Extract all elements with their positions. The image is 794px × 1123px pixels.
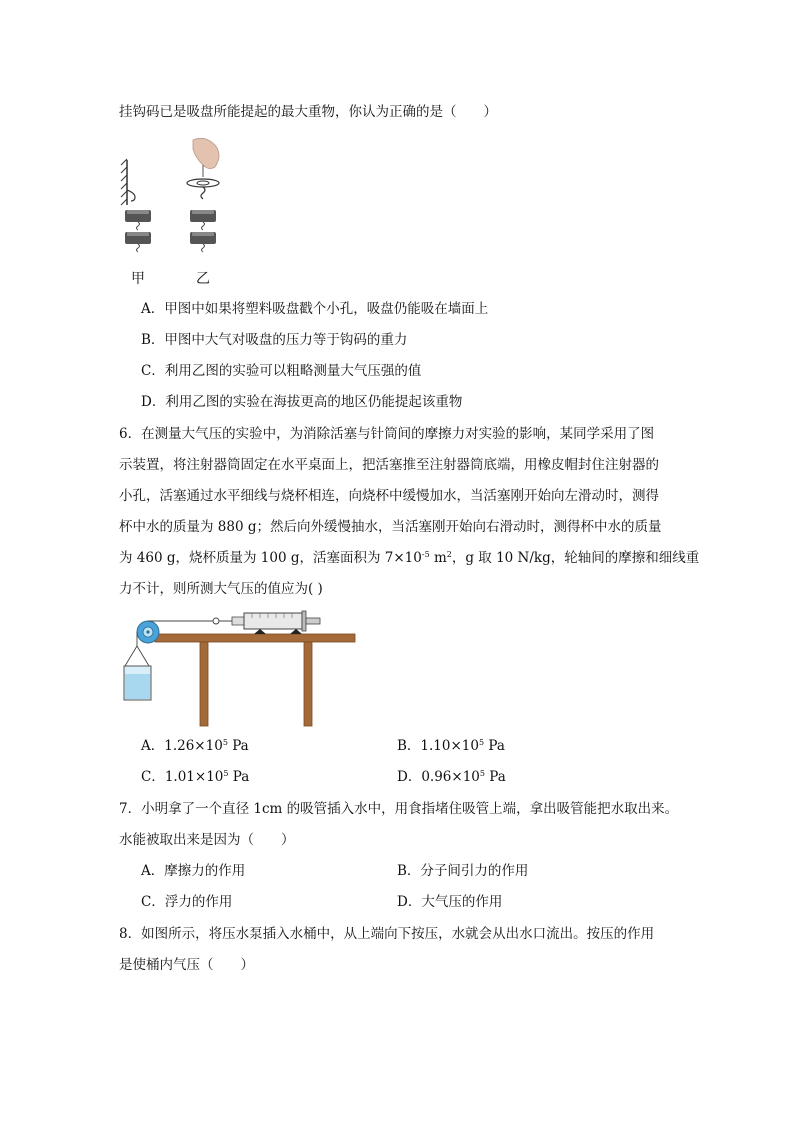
q5-option-c: C．利用乙图的实验可以粗略测量大气压强的值 <box>141 363 422 379</box>
q7-option-d: D．大气压的作用 <box>397 894 503 910</box>
table-leg-right <box>304 642 312 726</box>
q6-option-a-post: Pa <box>227 738 249 754</box>
q6-line-3: 小孔，活塞通过水平细线与烧杯相连，向烧杯中缓慢加水，当活塞刚开始向左滑动时，测得 <box>119 488 659 504</box>
q7-option-b: B．分子间引力的作用 <box>397 863 529 879</box>
q6-line-5-pre: 为 460 g，烧杯质量为 100 g，活塞面积为 7×10 <box>119 550 422 566</box>
weights-yi-icon <box>190 210 216 252</box>
q5-option-d: D．利用乙图的实验在海拔更高的地区仍能提起该重物 <box>141 394 463 410</box>
q6-option-d <box>397 767 506 787</box>
q6-option-c <box>141 767 249 787</box>
fig-label-jia: 甲 <box>131 271 145 287</box>
pulley-icon <box>137 621 159 643</box>
q6-option-b-pre: B．1.10×10 <box>397 738 479 754</box>
q6-option-a-exp: 5 <box>222 738 228 747</box>
fig-label-yi: 乙 <box>196 271 210 287</box>
q6-line-4: 杯中水的质量为 880 g；然后向外缓慢抽水，当活塞刚开始向右滑动时，测得杯中水的质量 <box>119 519 662 535</box>
q8-line-1: 8．如图所示，将压水泵插入水桶中，从上端向下按压，水就会从出水口流出。按压的作用 <box>119 926 655 942</box>
q6-option-d-post: Pa <box>484 769 506 785</box>
q6-option-c-exp: 5 <box>223 769 229 778</box>
q6-line-2: 示装置，将注射器筒固定在水平桌面上，把活塞推至注射器筒底端，用橡皮帽封住注射器的 <box>119 457 659 473</box>
syringe-icon <box>213 611 320 634</box>
q6-line-5-mid: m <box>429 550 447 566</box>
q6-option-b-post: Pa <box>484 738 505 754</box>
q5-stem-tail: 挂钩码已是吸盘所能提起的最大重物，你认为正确的是（ ） <box>119 104 497 120</box>
q6-line-5-post: ，g 取 10 N/kg，轮轴间的摩擦和细线重 <box>451 550 700 566</box>
q6-line-5-exp2: 2 <box>446 550 452 559</box>
q6-line-5 <box>119 548 699 568</box>
wall-hatching-icon <box>121 159 135 205</box>
beaker-icon <box>124 666 151 700</box>
q6-option-d-exp: 5 <box>479 769 485 778</box>
q6-option-c-pre: C．1.01×10 <box>141 769 224 785</box>
q6-option-b <box>397 736 505 756</box>
weights-jia-icon <box>125 210 151 252</box>
q6-option-d-pre: D．0.96×10 <box>397 769 480 785</box>
suction-cup-yi-icon <box>187 179 219 199</box>
q5-option-a: A．甲图中如果将塑料吸盘戳个小孔，吸盘仍能吸在墙面上 <box>141 301 489 317</box>
hand-icon <box>193 138 219 177</box>
q6-option-b-exp: 5 <box>478 738 485 747</box>
q6-option-c-post: Pa <box>228 769 250 785</box>
q6-option-a-pre: A．1.26×10 <box>141 738 223 754</box>
q5-suction-cup-figure <box>115 135 240 265</box>
q8-line-2: 是使桶内气压（ ） <box>119 957 254 973</box>
table-top <box>155 634 355 642</box>
q6-option-a <box>141 736 249 756</box>
q7-line-2: 水能被取出来是因为（ ） <box>119 832 295 848</box>
q5-option-b: B．甲图中大气对吸盘的压力等于钩码的重力 <box>141 332 408 348</box>
q7-option-c: C．浮力的作用 <box>141 894 233 910</box>
q7-line-1: 7．小明拿了一个直径 1cm 的吸管插入水中，用食指堵住吸管上端，拿出吸管能把水取出来。 <box>119 801 679 817</box>
q6-syringe-table-figure <box>120 608 360 730</box>
table-leg-left <box>200 642 208 726</box>
q7-option-a: A．摩擦力的作用 <box>141 863 246 879</box>
q6-line-1: 6．在测量大气压的实验中，为消除活塞与针筒间的摩擦力对实验的影响，某同学采用了图 <box>119 426 655 442</box>
q6-line-5-exp: -5 <box>421 550 430 559</box>
q6-line-6: 力不计，则所测大气压的值应为( ) <box>119 581 323 597</box>
